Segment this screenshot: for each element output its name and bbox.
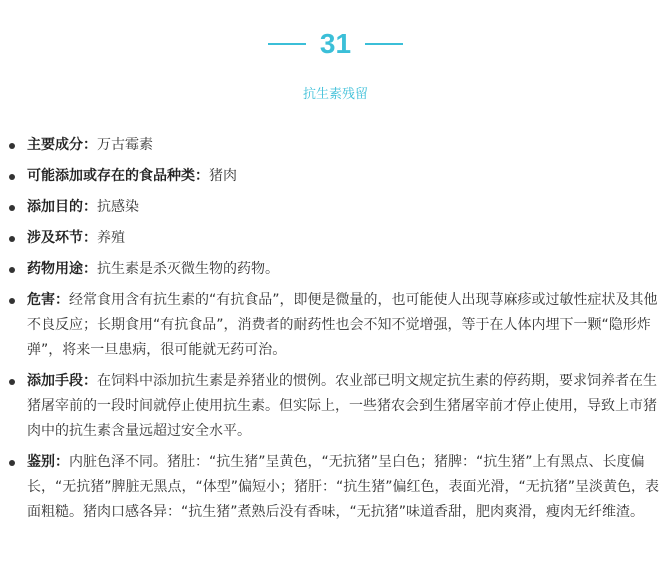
section-subtitle: 抗生素残留 [302, 87, 368, 102]
item-label: 药物用途： [27, 261, 97, 277]
section-number: 31 [319, 28, 352, 59]
item-label: 可能添加或存在的食品种类： [27, 168, 209, 184]
list-item-food-type [0, 164, 671, 189]
bullet-icon [9, 298, 15, 304]
item-label: 主要成分： [27, 137, 97, 153]
item-text: 养殖 [97, 230, 125, 246]
bullet-icon [9, 267, 15, 273]
list-item-drug-use [0, 257, 671, 282]
bullet-icon [9, 460, 15, 466]
item-text: 经常食用含有抗生素的“有抗食品”，即便是微量的，也可能使人出现荨麻疹或过敏性症状及其他不良反应；长期食用“有抗食品”，消费者的耐药性也会不知不觉增强，等于在人体内埋下一颗“隐形炸弹”，将来一旦患病，很可能就无药可治。 [27, 292, 658, 358]
item-text: 抗生素是杀灭微生物的药物。 [97, 261, 279, 277]
list-item-purpose [0, 195, 671, 220]
item-text: 内脏色泽不同。猪肚：“抗生猪”呈黄色，“无抗猪”呈白色；猪脾：“抗生猪”上有黑点、长度偏长，“无抗猪”脾脏无黑点，“体型”偏短小；猪肝：“抗生猪”偏红色，表面光滑，“无抗猪”呈淡黄色，表面粗糙。猪肉口感各异：“抗生猪”煮熟后没有香味，“无抗猪”味道香甜，肥肉爽滑，瘦肉无纤维渣。 [27, 454, 660, 520]
list-item-hazard [0, 288, 671, 363]
bullet-icon [9, 379, 15, 385]
item-label: 涉及环节： [27, 230, 97, 246]
item-text: 万古霉素 [97, 137, 153, 153]
item-text: 在饲料中添加抗生素是养猪业的惯例。农业部已明文规定抗生素的停药期，要求饲养者在生猪屠宰前的一段时间就停止使用抗生素。但实际上，一些猪农会到生猪屠宰前才停止使用，导致上市猪肉中的抗生素含量远超过安全水平。 [27, 373, 657, 439]
right-divider-line [365, 43, 403, 45]
list-item-method [0, 369, 671, 444]
item-label: 鉴别： [27, 454, 69, 470]
list-item-main-ingredient [0, 133, 671, 158]
info-list [0, 133, 671, 531]
section-header [0, 28, 671, 104]
item-label: 添加手段： [27, 373, 97, 389]
list-item-identification [0, 450, 671, 525]
bullet-icon [9, 236, 15, 242]
left-divider-line [268, 43, 306, 45]
item-label: 添加目的： [27, 199, 97, 215]
bullet-icon [9, 143, 15, 149]
section-number-row [0, 28, 671, 60]
item-label: 危害： [27, 292, 69, 308]
item-text: 抗感染 [97, 199, 139, 215]
list-item-stage [0, 226, 671, 251]
bullet-icon [9, 205, 15, 211]
bullet-icon [9, 174, 15, 180]
item-text: 猪肉 [209, 168, 237, 184]
